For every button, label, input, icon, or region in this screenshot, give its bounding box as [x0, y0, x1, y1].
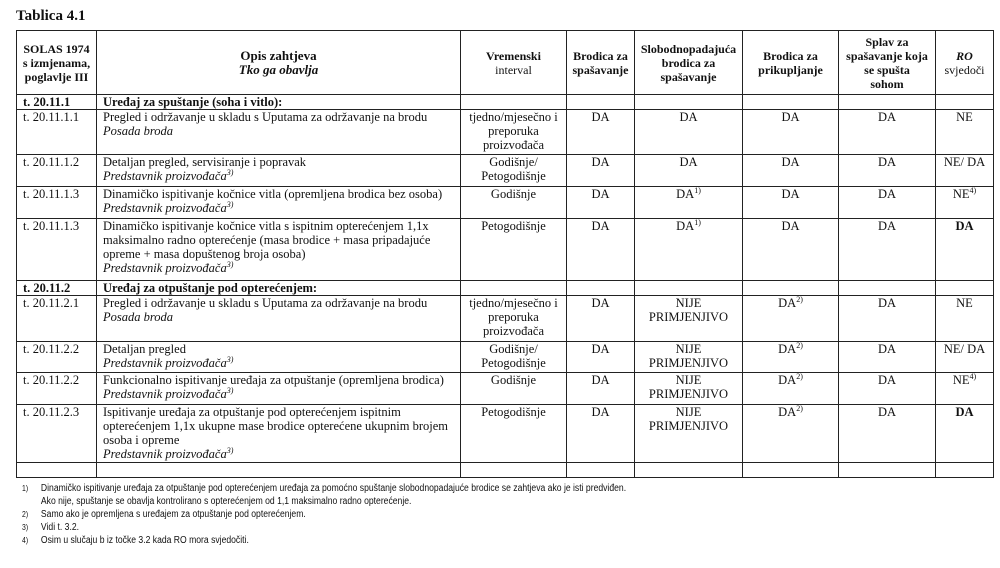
row-slobodno: NIJE PRIMJENJIVO	[635, 373, 743, 405]
row-prikupljanje: DA	[743, 219, 839, 281]
row-description: Detaljan pregled Predstavnik proizvođača$^{3)}$	[97, 342, 461, 373]
row-splav: DA	[839, 187, 936, 219]
row-description: Pregled i održavanje u skladu s Uputama za održavanje na brodu Posada broda	[97, 110, 461, 155]
row-ref: t. 20.11.1.1	[17, 110, 97, 155]
row-splav: DA	[839, 342, 936, 373]
table-row	[17, 373, 994, 405]
header-row	[17, 31, 994, 95]
row-interval: Petogodišnje	[461, 219, 567, 281]
row-ro: DA	[936, 219, 994, 281]
row-interval: Petogodišnje	[461, 405, 567, 463]
row-brodica: DA	[567, 155, 635, 187]
header-slobodnopadajuca: Slobodnopadajuća brodica za spašavanje	[635, 31, 743, 95]
section-row	[17, 95, 994, 110]
table-row	[17, 296, 994, 342]
row-ref: t. 20.11.1.3	[17, 219, 97, 281]
row-description: Ispitivanje uređaja za otpuštanje pod opterećenjem ispitnim opterećenjem 1,1x ukupne mase brodice opterećene ukupnim brojem osoba i opreme Predstavnik proizvođača$^{3)}$	[97, 405, 461, 463]
section-title: Uređaj za spuštanje (soha i vitlo):	[97, 95, 461, 110]
header-splav: Splav za spašavanje koja se spušta sohom	[839, 31, 936, 95]
row-description: Dinamičko ispitivanje kočnice vitla s ispitnim opterećenjem 1,1x maksimalno radno opterećenje (masa brodice + masa pripadajuće opreme + masa dopuštenog broja osoba) Predstavnik proizvođača$^{3)}$	[97, 219, 461, 281]
row-ref: t. 20.11.2.3	[17, 405, 97, 463]
row-ref: t. 20.11.2.1	[17, 296, 97, 342]
header-vremenski: Vremenski interval	[461, 31, 567, 95]
row-slobodno: DA$^{1)}$	[635, 219, 743, 281]
row-interval: Godišnje	[461, 187, 567, 219]
table-row	[17, 155, 994, 187]
footnote-1: 1) Dinamičko ispitivanje uređaja za otpuštanje pod opterećenjem uređaja za pomoćno spuštanje slobodnopadajuće brodice se zahtjeva ako je isti predviđen. Ako nije, spuštanje se obavlja kontrolirano s opterećenjem od 1,1 maksimalno radno opterećenje.	[22, 483, 627, 507]
row-splav: DA	[839, 296, 936, 342]
row-prikupljanje: DA$^{2)}$	[743, 342, 839, 373]
row-brodica: DA	[567, 187, 635, 219]
row-brodica: DA	[567, 405, 635, 463]
section-ref: t. 20.11.1	[17, 95, 97, 110]
row-slobodno: DA$^{1)}$	[635, 187, 743, 219]
table-row	[17, 219, 994, 281]
header-brodica-spasavanje: Brodica za spašavanje	[567, 31, 635, 95]
row-slobodno: NIJE PRIMJENJIVO	[635, 342, 743, 373]
row-brodica: DA	[567, 110, 635, 155]
row-description: Detaljan pregled, servisiranje i popravak Predstavnik proizvođača$^{3)}$	[97, 155, 461, 187]
row-ro: NE/ DA	[936, 155, 994, 187]
row-description: Pregled i održavanje u skladu s Uputama za održavanje na brodu Posada broda	[97, 296, 461, 342]
row-ro: NE/ DA	[936, 342, 994, 373]
row-description: Funkcionalno ispitivanje uređaja za otpuštanje (opremljena brodica) Predstavnik proizvođača$^{3)}$	[97, 373, 461, 405]
row-ro: NE$^{4)}$	[936, 373, 994, 405]
row-prikupljanje: DA$^{2)}$	[743, 296, 839, 342]
row-prikupljanje: DA	[743, 155, 839, 187]
section-ref: t. 20.11.2	[17, 281, 97, 296]
row-ro: NE	[936, 110, 994, 155]
row-prikupljanje: DA	[743, 187, 839, 219]
row-interval: tjedno/mjesečno i preporuka proizvođača	[461, 110, 567, 155]
table-row	[17, 342, 994, 373]
header-brodica-prikupljanje: Brodica za prikupljanje	[743, 31, 839, 95]
row-ro: NE	[936, 296, 994, 342]
row-splav: DA	[839, 155, 936, 187]
header-solas: SOLAS 1974 s izmjenama, poglavlje III	[17, 31, 97, 95]
row-ref: t. 20.11.1.3	[17, 187, 97, 219]
row-brodica: DA	[567, 219, 635, 281]
empty-row	[17, 463, 994, 478]
row-ro: NE$^{4)}$	[936, 187, 994, 219]
row-brodica: DA	[567, 342, 635, 373]
row-prikupljanje: DA$^{2)}$	[743, 405, 839, 463]
table-caption: Tablica 4.1	[16, 8, 86, 24]
row-prikupljanje: DA	[743, 110, 839, 155]
row-interval: Godišnje	[461, 373, 567, 405]
row-slobodno: NIJE PRIMJENJIVO	[635, 405, 743, 463]
row-splav: DA	[839, 110, 936, 155]
row-ref: t. 20.11.2.2	[17, 342, 97, 373]
row-interval: Godišnje/ Petogodišnje	[461, 342, 567, 373]
header-opis: Opis zahtjeva Tko ga obavlja	[97, 31, 461, 95]
table-row	[17, 110, 994, 155]
footnote-4: 4) Osim u slučaju b iz točke 3.2 kada RO mora svjedočiti.	[22, 535, 249, 546]
row-brodica: DA	[567, 296, 635, 342]
table-row	[17, 405, 994, 463]
row-splav: DA	[839, 405, 936, 463]
row-interval: Godišnje/ Petogodišnje	[461, 155, 567, 187]
row-description: Dinamičko ispitivanje kočnice vitla (opremljena brodica bez osoba) Predstavnik proizvođača$^{3)}$	[97, 187, 461, 219]
table-row	[17, 187, 994, 219]
footnotes	[22, 482, 856, 547]
row-brodica: DA	[567, 373, 635, 405]
row-interval: tjedno/mjesečno i preporuka proizvođača	[461, 296, 567, 342]
footnote-2: 2) Samo ako je opremljena s uređajem za otpuštanje pod opterećenjem.	[22, 509, 306, 520]
row-ref: t. 20.11.1.2	[17, 155, 97, 187]
footnote-3: 3) Vidi t. 3.2.	[22, 522, 80, 533]
row-slobodno: NIJE PRIMJENJIVO	[635, 296, 743, 342]
section-row	[17, 281, 994, 296]
header-ro: RO svjedoči	[936, 31, 994, 95]
row-slobodno: DA	[635, 110, 743, 155]
row-ro: DA	[936, 405, 994, 463]
row-slobodno: DA	[635, 155, 743, 187]
row-splav: DA	[839, 219, 936, 281]
row-ref: t. 20.11.2.2	[17, 373, 97, 405]
row-prikupljanje: DA$^{2)}$	[743, 373, 839, 405]
inspection-table	[16, 30, 994, 478]
section-title: Uređaj za otpuštanje pod opterećenjem:	[97, 281, 461, 296]
row-splav: DA	[839, 373, 936, 405]
